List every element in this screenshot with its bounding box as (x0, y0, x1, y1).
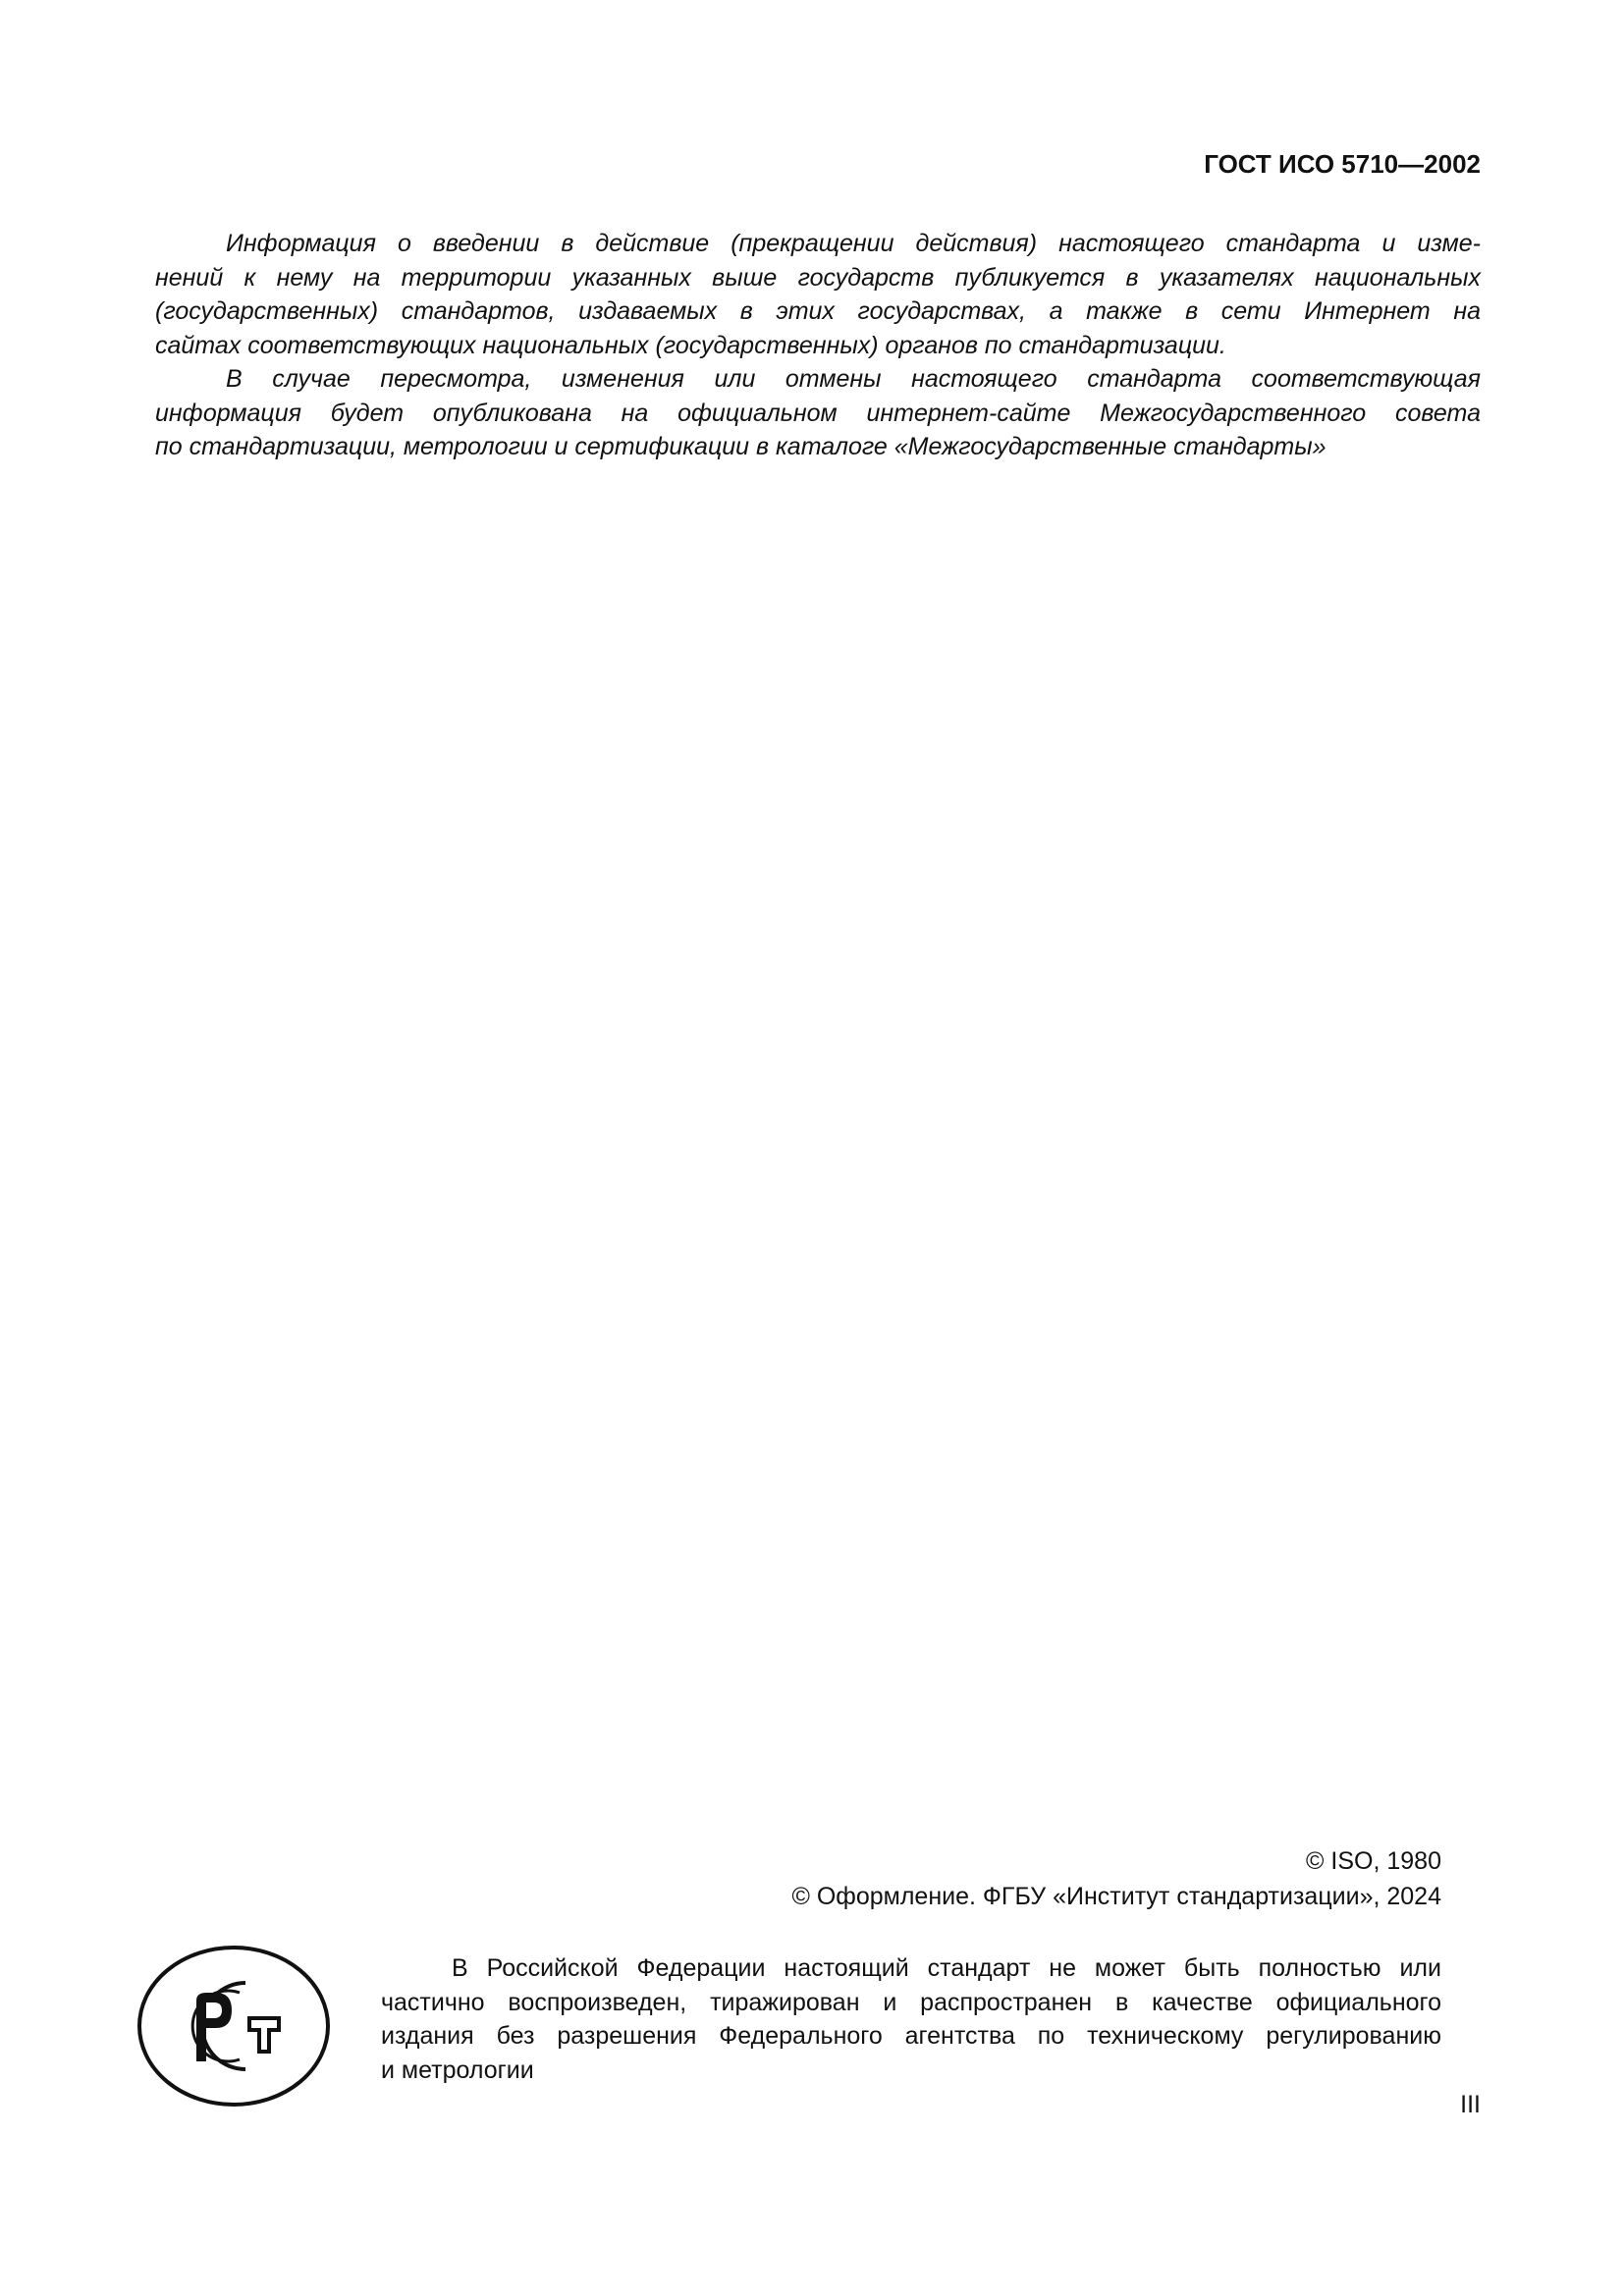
text-line: информация будет опубликована на официальном интернет-сайте Межгосударственного совета (155, 399, 1481, 427)
text-line: Информация о введении в действие (прекращении действия) настоящего стандарта и изме- (226, 230, 1481, 257)
text-line: В случае пересмотра, изменения или отмены настоящего стандарта соответствующая (226, 365, 1481, 393)
text-line: В Российской Федерации настоящий стандарт не может быть полностью или (452, 1954, 1441, 1982)
copyright-design: © Оформление. ФГБУ «Институт стандартизации», 2024 (791, 1883, 1441, 1910)
reproduction-notice (381, 1951, 1441, 2087)
text-line: нений к нему на территории указанных выше государств публикуется в указателях национальных (155, 263, 1481, 292)
copyright-iso: © ISO, 1980 (1306, 1847, 1441, 1875)
document-id-header: ГОСТ ИСО 5710—2002 (1204, 149, 1481, 179)
text-line: (государственных) стандартов, издаваемых в этих государствах, а также в сети Интернет на (155, 297, 1481, 326)
page-number: III (1460, 2091, 1481, 2118)
text-line: и метрологии (381, 2056, 534, 2084)
text-line: издания без разрешения Федерального агентства по техническому регулированию (381, 2022, 1441, 2051)
text-line: частично воспроизведен, тиражирован и распространен в качестве официального (381, 1988, 1441, 2016)
rst-logo-icon (135, 1944, 332, 2109)
text-line: по стандартизации, метрологии и сертификации в каталоге «Межгосударственные стандарты» (155, 433, 1326, 461)
intro-paragraph-1 (155, 227, 1481, 362)
text-line: сайтах соответствующих национальных (государственных) органов по стандартизации. (155, 331, 1226, 359)
intro-paragraph-2 (155, 362, 1481, 464)
